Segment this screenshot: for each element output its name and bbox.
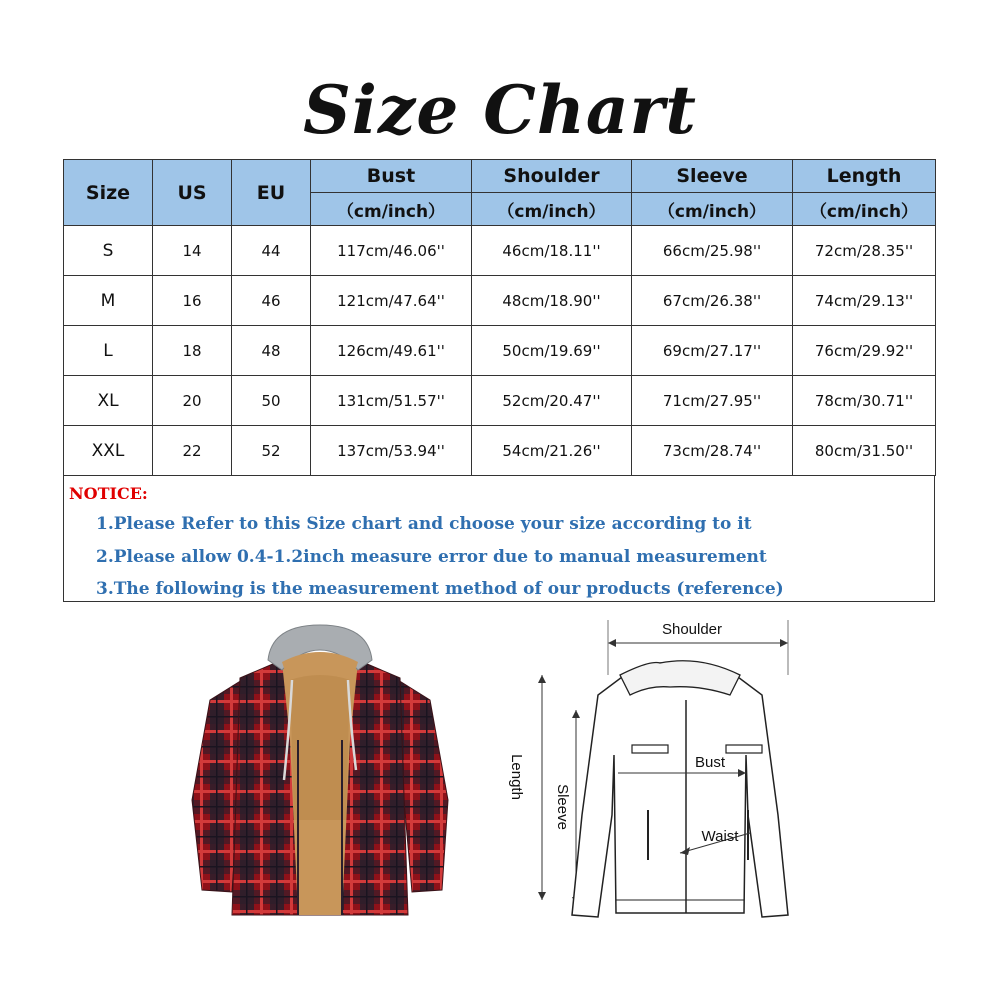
notice-line-3: 3.The following is the measurement method of our products (reference) bbox=[96, 579, 784, 599]
bust-label: Bust bbox=[694, 754, 726, 771]
cell-shoulder: 48cm/18.90'' bbox=[472, 276, 632, 326]
cell-bust: 121cm/47.64'' bbox=[311, 276, 472, 326]
cell-length: 78cm/30.71'' bbox=[793, 376, 936, 426]
cell-size: L bbox=[64, 326, 153, 376]
cell-bust: 117cm/46.06'' bbox=[311, 226, 472, 276]
table-row bbox=[64, 426, 936, 476]
header-shoulder: Shoulder bbox=[472, 160, 632, 193]
cell-length: 76cm/29.92'' bbox=[793, 326, 936, 376]
shoulder-label: Shoulder bbox=[661, 621, 723, 638]
page-title: Size Chart bbox=[303, 71, 697, 149]
waist-label: Waist bbox=[701, 828, 739, 845]
cell-sleeve: 67cm/26.38'' bbox=[632, 276, 793, 326]
table-row bbox=[64, 276, 936, 326]
cell-shoulder: 54cm/21.26'' bbox=[472, 426, 632, 476]
cell-shoulder: 52cm/20.47'' bbox=[472, 376, 632, 426]
sleeve-label: Sleeve bbox=[554, 784, 571, 830]
header-length-unit: （cm/inch） bbox=[793, 193, 936, 226]
cell-sleeve: 71cm/27.95'' bbox=[632, 376, 793, 426]
table-header-row bbox=[64, 160, 936, 193]
jacket-photo bbox=[180, 620, 460, 920]
notice-line-2: 2.Please allow 0.4-1.2inch measure error due to manual measurement bbox=[96, 547, 767, 567]
cell-us: 14 bbox=[153, 226, 232, 276]
table-row bbox=[64, 376, 936, 426]
measurement-diagram bbox=[500, 615, 820, 930]
header-sleeve-unit: （cm/inch） bbox=[632, 193, 793, 226]
header-size: Size bbox=[64, 160, 153, 226]
length-label: Length bbox=[508, 754, 525, 800]
cell-size: S bbox=[64, 226, 153, 276]
header-length: Length bbox=[793, 160, 936, 193]
header-us: US bbox=[153, 160, 232, 226]
notice-title: NOTICE: bbox=[69, 484, 148, 503]
cell-size: XXL bbox=[64, 426, 153, 476]
cell-us: 18 bbox=[153, 326, 232, 376]
cell-eu: 50 bbox=[232, 376, 311, 426]
notice-box bbox=[63, 476, 935, 602]
cell-eu: 44 bbox=[232, 226, 311, 276]
header-sleeve: Sleeve bbox=[632, 160, 793, 193]
cell-sleeve: 73cm/28.74'' bbox=[632, 426, 793, 476]
cell-eu: 48 bbox=[232, 326, 311, 376]
cell-eu: 46 bbox=[232, 276, 311, 326]
cell-eu: 52 bbox=[232, 426, 311, 476]
cell-length: 72cm/28.35'' bbox=[793, 226, 936, 276]
cell-us: 16 bbox=[153, 276, 232, 326]
cell-size: M bbox=[64, 276, 153, 326]
cell-us: 22 bbox=[153, 426, 232, 476]
table-row bbox=[64, 226, 936, 276]
header-eu: EU bbox=[232, 160, 311, 226]
cell-shoulder: 46cm/18.11'' bbox=[472, 226, 632, 276]
cell-us: 20 bbox=[153, 376, 232, 426]
header-shoulder-unit: （cm/inch） bbox=[472, 193, 632, 226]
header-bust-unit: （cm/inch） bbox=[311, 193, 472, 226]
cell-bust: 131cm/51.57'' bbox=[311, 376, 472, 426]
header-bust: Bust bbox=[311, 160, 472, 193]
cell-sleeve: 69cm/27.17'' bbox=[632, 326, 793, 376]
cell-bust: 126cm/49.61'' bbox=[311, 326, 472, 376]
table-row bbox=[64, 326, 936, 376]
cell-length: 74cm/29.13'' bbox=[793, 276, 936, 326]
cell-shoulder: 50cm/19.69'' bbox=[472, 326, 632, 376]
cell-size: XL bbox=[64, 376, 153, 426]
cell-length: 80cm/31.50'' bbox=[793, 426, 936, 476]
cell-bust: 137cm/53.94'' bbox=[311, 426, 472, 476]
cell-sleeve: 66cm/25.98'' bbox=[632, 226, 793, 276]
size-chart-table bbox=[63, 159, 936, 476]
notice-line-1: 1.Please Refer to this Size chart and choose your size according to it bbox=[96, 514, 752, 534]
